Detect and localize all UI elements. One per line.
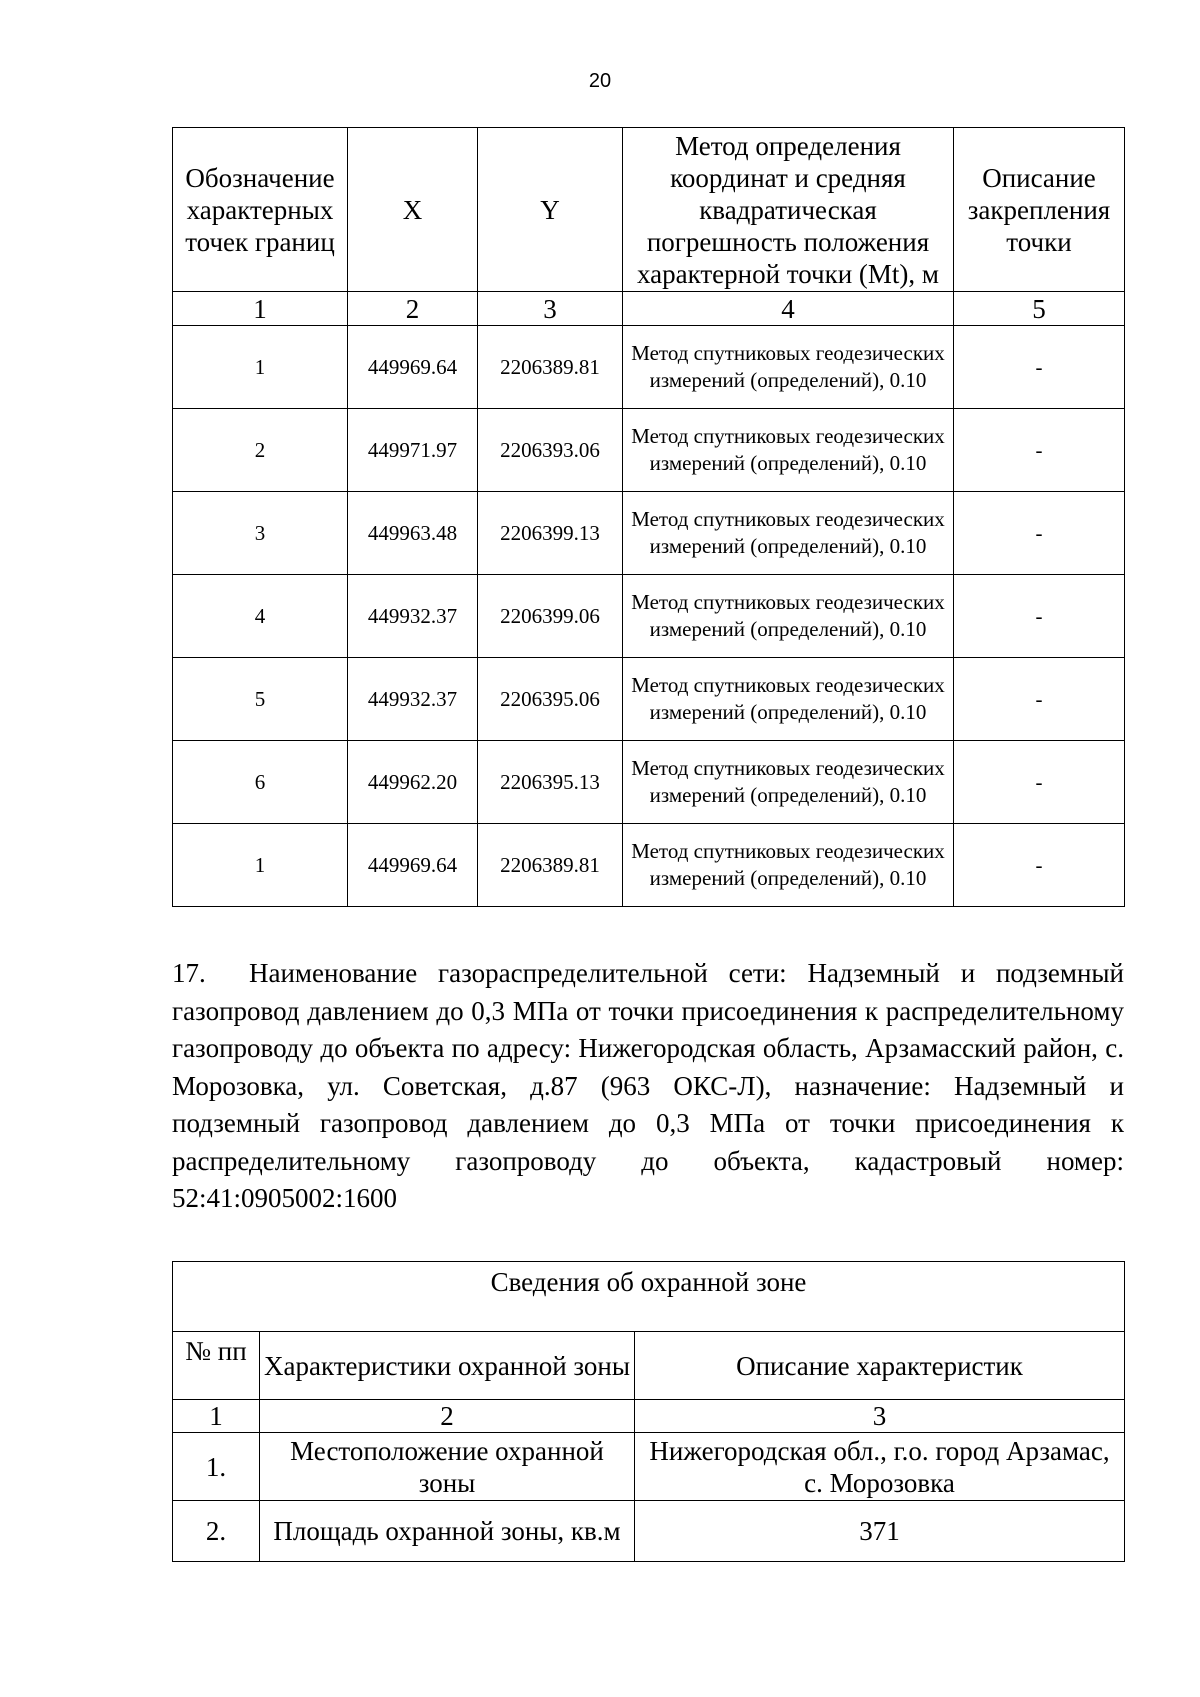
x-cell: 449971.97: [348, 409, 478, 492]
x-cell: 449969.64: [348, 824, 478, 907]
table-row: [173, 1433, 1125, 1501]
method-cell: Метод спутниковых геодезических измерений (определений), 0.10: [623, 326, 954, 409]
column-number: 2: [348, 292, 478, 326]
y-cell: 2206393.06: [478, 409, 623, 492]
point-cell: 2: [173, 409, 348, 492]
table-row: [173, 409, 1125, 492]
header-y: Y: [478, 128, 623, 292]
header-description: Описание характеристик: [635, 1332, 1125, 1400]
header-point-designation: Обозначение характерных точек границ: [173, 128, 348, 292]
table-row: [173, 1501, 1125, 1562]
table-row: [173, 326, 1125, 409]
method-cell: Метод спутниковых геодезических измерений (определений), 0.10: [623, 824, 954, 907]
method-cell: Метод спутниковых геодезических измерений (определений), 0.10: [623, 409, 954, 492]
header-characteristic: Характеристики охранной зоны: [260, 1332, 635, 1400]
column-number: 3: [635, 1400, 1125, 1433]
column-number: 3: [478, 292, 623, 326]
y-cell: 2206399.06: [478, 575, 623, 658]
method-cell: Метод спутниковых геодезических измерений (определений), 0.10: [623, 575, 954, 658]
point-cell: 1: [173, 326, 348, 409]
method-cell: Метод спутниковых геодезических измерений (определений), 0.10: [623, 741, 954, 824]
y-cell: 2206395.06: [478, 658, 623, 741]
point-cell: 3: [173, 492, 348, 575]
zone-table-title: Сведения об охранной зоне: [173, 1262, 1125, 1332]
x-cell: 449962.20: [348, 741, 478, 824]
zone-title-row: [173, 1262, 1125, 1332]
table-row: [173, 492, 1125, 575]
y-cell: 2206389.81: [478, 326, 623, 409]
point-cell: 6: [173, 741, 348, 824]
x-cell: 449963.48: [348, 492, 478, 575]
table-header-row: [173, 128, 1125, 292]
column-number: 5: [954, 292, 1125, 326]
y-cell: 2206399.13: [478, 492, 623, 575]
zone-column-number-row: [173, 1400, 1125, 1433]
point-cell: 1: [173, 824, 348, 907]
fixing-cell: -: [954, 741, 1125, 824]
coordinates-table: [172, 127, 1125, 907]
fixing-cell: -: [954, 824, 1125, 907]
point-cell: 5: [173, 658, 348, 741]
column-number: 1: [173, 1400, 260, 1433]
zone-header-row: [173, 1332, 1125, 1400]
column-number: 2: [260, 1400, 635, 1433]
protection-zone-table: [172, 1261, 1125, 1562]
x-cell: 449969.64: [348, 326, 478, 409]
characteristic-cell: Площадь охранной зоны, кв.м: [260, 1501, 635, 1562]
column-number: 4: [623, 292, 954, 326]
header-item-number: № пп: [173, 1332, 260, 1400]
method-cell: Метод спутниковых геодезических измерений (определений), 0.10: [623, 658, 954, 741]
x-cell: 449932.37: [348, 575, 478, 658]
fixing-cell: -: [954, 575, 1125, 658]
header-x: X: [348, 128, 478, 292]
column-number-row: [173, 292, 1125, 326]
header-fixing: Описание закрепления точки: [954, 128, 1125, 292]
page-number: 20: [588, 70, 612, 92]
column-number: 1: [173, 292, 348, 326]
table-row: [173, 575, 1125, 658]
point-cell: 4: [173, 575, 348, 658]
x-cell: 449932.37: [348, 658, 478, 741]
header-method: Метод определения координат и средняя квадратическая погрешность положения характерной точки (Mt), м: [623, 128, 954, 292]
item-number-cell: 2.: [173, 1501, 260, 1562]
description-cell: 371: [635, 1501, 1125, 1562]
table-row: [173, 741, 1125, 824]
paragraph-number: 17.: [172, 958, 206, 988]
y-cell: 2206389.81: [478, 824, 623, 907]
fixing-cell: -: [954, 326, 1125, 409]
characteristic-cell: Местоположение охранной зоны: [260, 1433, 635, 1501]
table-row: [173, 658, 1125, 741]
paragraph-text: Наименование газораспределительной сети: Надземный и подземный газопровод давлением до 0,3 МПа от точки присоединения к распределительному газопроводу до объекта по адресу: Нижегородская область, Арзамасский район, с. Морозовка, ул. Советская, д.87 (963 ОКС-Л), назначение: Надземный и подземный газопровод давлением до 0,3 МПа от точки присоединения к распределительному газопроводу до объекта, кадастровый номер: 52:41:0905002:1600: [172, 958, 1124, 1213]
description-cell: Нижегородская обл., г.о. город Арзамас, с. Морозовка: [635, 1433, 1125, 1501]
gas-network-paragraph: [172, 955, 1124, 1218]
y-cell: 2206395.13: [478, 741, 623, 824]
table-row: [173, 824, 1125, 907]
fixing-cell: -: [954, 658, 1125, 741]
fixing-cell: -: [954, 492, 1125, 575]
fixing-cell: -: [954, 409, 1125, 492]
method-cell: Метод спутниковых геодезических измерений (определений), 0.10: [623, 492, 954, 575]
item-number-cell: 1.: [173, 1433, 260, 1501]
